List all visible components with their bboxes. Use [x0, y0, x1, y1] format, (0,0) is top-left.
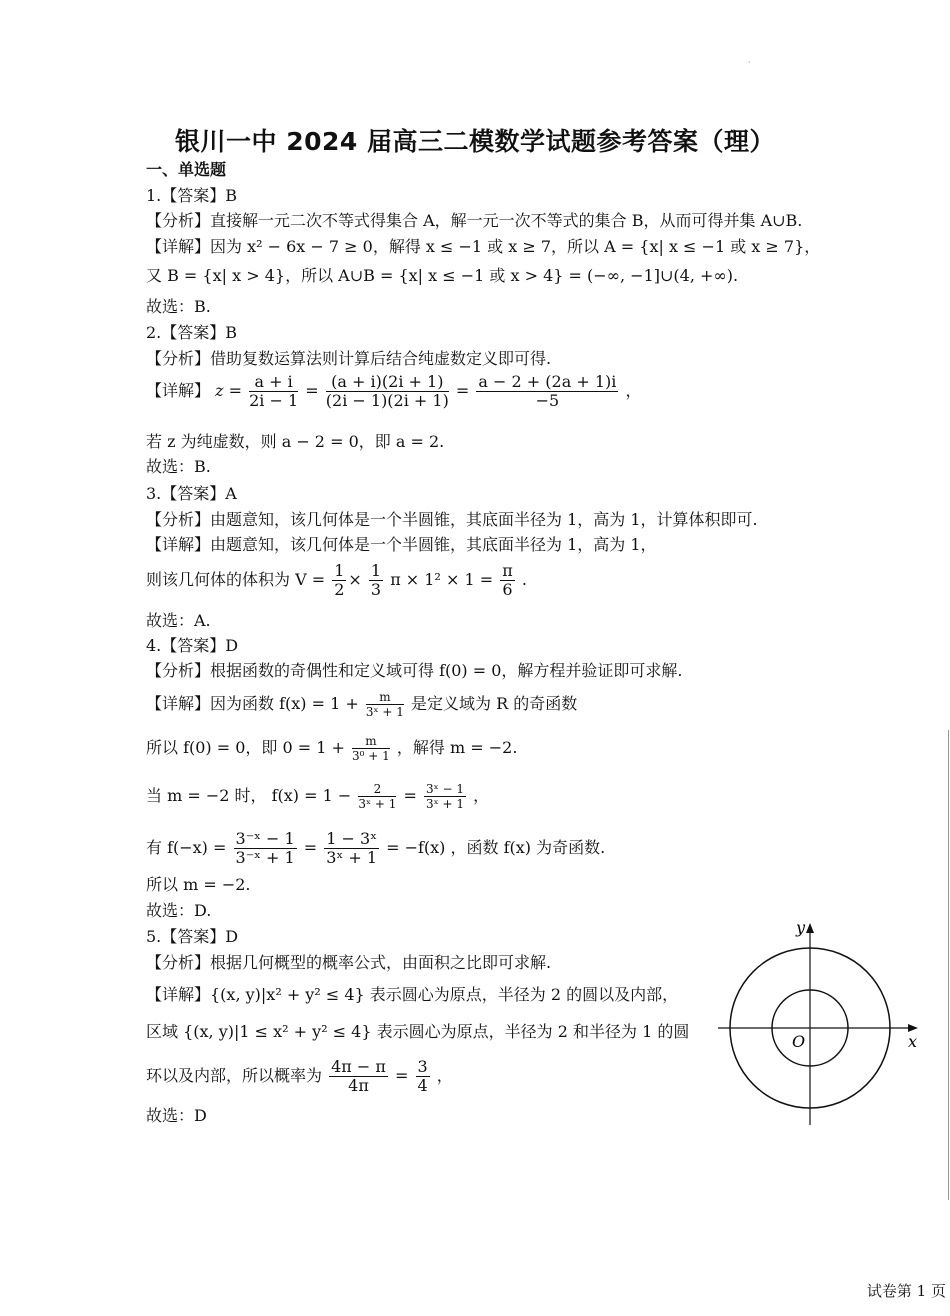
fraction: $\frac{2}{\text{3ˣ + 1}}$ — [358, 782, 397, 811]
q5-detail-1: 【详解】{(x, y)|x² + y² ≤ 4} 表示圆心为原点，半径为 2 的圆以及内部， — [146, 985, 679, 1004]
q3-answer: 3.【答案】A — [146, 484, 237, 503]
fraction: $\frac{\text{3ˣ − 1}}{\text{3ˣ + 1}}$ — [426, 782, 465, 811]
q5-analysis: 【分析】根据几何概型的概率公式，由面积之比即可求解. — [146, 953, 552, 972]
q1-answer: 1.【答案】B — [146, 186, 238, 205]
origin-label: O — [792, 1032, 806, 1051]
q4-analysis: 【分析】根据函数的奇偶性和定义域可得 f(0) = 0，解方程并验证即可求解. — [146, 661, 683, 680]
q4-detail-5: 所以 m = −2. — [146, 875, 251, 894]
fraction: $\frac{\pi}{6}$ — [502, 561, 513, 599]
q2-answer: 2.【答案】B — [146, 323, 238, 342]
fraction: $\frac{1}{2}$ — [334, 561, 345, 599]
section-heading: 一、单选题 — [146, 160, 227, 179]
q5-answer: 5.【答案】D — [146, 927, 239, 946]
q3-choice: 故选：A. — [146, 611, 211, 630]
y-axis-label: y — [796, 918, 806, 937]
fraction: $\frac{(a + i)(2i + 1)}{(2i - 1)(2i + 1)}$ — [325, 372, 449, 410]
detail-label: 【详解】 — [146, 381, 211, 400]
q1-analysis: 【分析】直接解一元二次不等式得集合 A，解一元一次不等式的集合 B，从而可得并集 A∪B. — [146, 211, 803, 230]
q4-detail-4: 有 f(−x) = $\frac{\text{3⁻ˣ − 1}}{\text{3⁻ˣ + 1}}$ = $\frac{\text{1 − 3ˣ}}{\text{3ˣ + 1}}$ = −f(x) ，函数 f(x) 为奇函数. — [146, 829, 606, 867]
q3-analysis: 【分析】由题意知，该几何体是一个半圆锥，其底面半径为 1，高为 1，计算体积即可. — [146, 510, 758, 529]
q4-detail-3: 当 m = −2 时， f(x) = 1 − $\frac{2}{\text{3ˣ + 1}}$ = $\frac{\text{3ˣ − 1}}{\text{3ˣ + 1}}$ ， — [146, 782, 490, 811]
page-footer: 试卷第 1 页 — [866, 1282, 946, 1300]
concentric-circles-figure — [718, 915, 928, 1130]
q1-choice: 故选：B. — [146, 297, 211, 316]
x-axis-arrow-icon — [908, 1024, 918, 1032]
fraction: $\frac{3}{4}$ — [417, 1057, 428, 1095]
q1-detail-1: 【详解】因为 x² − 6x − 7 ≥ 0，解得 x ≤ −1 或 x ≥ 7，所以 A = {x| x ≤ −1 或 x ≥ 7}， — [146, 237, 821, 256]
right-edge-rule — [948, 730, 949, 1200]
z-lhs: z = — [215, 381, 243, 400]
q5-choice: 故选：D — [146, 1106, 207, 1125]
q5-detail-3: 环以及内部，所以概率为 $\frac{4\pi - \pi}{4\pi}$ = $\frac{3}{4}$ ， — [146, 1057, 453, 1095]
q2-choice: 故选：B. — [146, 457, 211, 476]
x-axis-label: x — [908, 1032, 918, 1051]
q4-detail-2: 所以 f(0) = 0，即 0 = 1 + $\frac{m}{\text{3⁰ + 1}}$ ，解得 m = −2. — [146, 734, 518, 763]
fraction: $\frac{a - 2 + (2a + 1)i}{-5}$ — [478, 372, 617, 410]
q1-detail-2: 又 B = {x| x > 4}，所以 A∪B = {x| x ≤ −1 或 x > 4} = (−∞, −1]∪(4, +∞). — [146, 266, 739, 285]
fraction: $\frac{m}{\text{3ˣ + 1}}$ — [365, 690, 404, 719]
top-mark: · — [748, 58, 751, 67]
q5-detail-2: 区域 {(x, y)|1 ≤ x² + y² ≤ 4} 表示圆心为原点，半径为 2 和半径为 1 的圆 — [146, 1022, 690, 1041]
q4-choice: 故选：D. — [146, 901, 212, 920]
q3-detail-1: 【详解】由题意知，该几何体是一个半圆锥，其底面半径为 1，高为 1， — [146, 535, 657, 554]
page-title: 银川一中 2024 届高三二模数学试题参考答案（理） — [175, 127, 775, 156]
fraction: $\frac{1}{3}$ — [370, 561, 382, 599]
q2-detail-2: 若 z 为纯虚数，则 a − 2 = 0，即 a = 2. — [146, 432, 445, 451]
q4-detail-1: 【详解】因为函数 f(x) = 1 + $\frac{m}{\text{3ˣ + 1}}$ 是定义域为 R 的奇函数 — [146, 690, 578, 719]
fraction: $\frac{\text{3⁻ˣ − 1}}{\text{3⁻ˣ + 1}}$ — [235, 829, 295, 867]
fraction: $\frac{\text{1 − 3ˣ}}{\text{3ˣ + 1}}$ — [326, 829, 377, 867]
q2-analysis: 【分析】借助复数运算法则计算后结合纯虚数定义即可得. — [146, 349, 552, 368]
fraction: $\frac{a + i}{2i - 1}$ — [249, 372, 299, 410]
y-axis-arrow-icon — [806, 923, 814, 933]
q3-detail-2: 则该几何体的体积为 V = $\frac{1}{2}$ × $\frac{1}{3}$ π × 1² × 1 = $\frac{\pi}{6}$ . — [146, 561, 527, 599]
q4-answer: 4.【答案】D — [146, 636, 239, 655]
q2-detail-1: 【详解】 z = $\frac{a + i}{2i - 1}$ = $\frac{(a + i)(2i + 1)}{(2i - 1)(2i + 1)}$ = $\frac{a - 2 + (2a + 1)i}{-5}$ ， — [146, 372, 642, 410]
fraction: $\frac{4\pi - \pi}{4\pi}$ — [331, 1057, 386, 1095]
fraction: $\frac{m}{\text{3⁰ + 1}}$ — [352, 734, 390, 763]
